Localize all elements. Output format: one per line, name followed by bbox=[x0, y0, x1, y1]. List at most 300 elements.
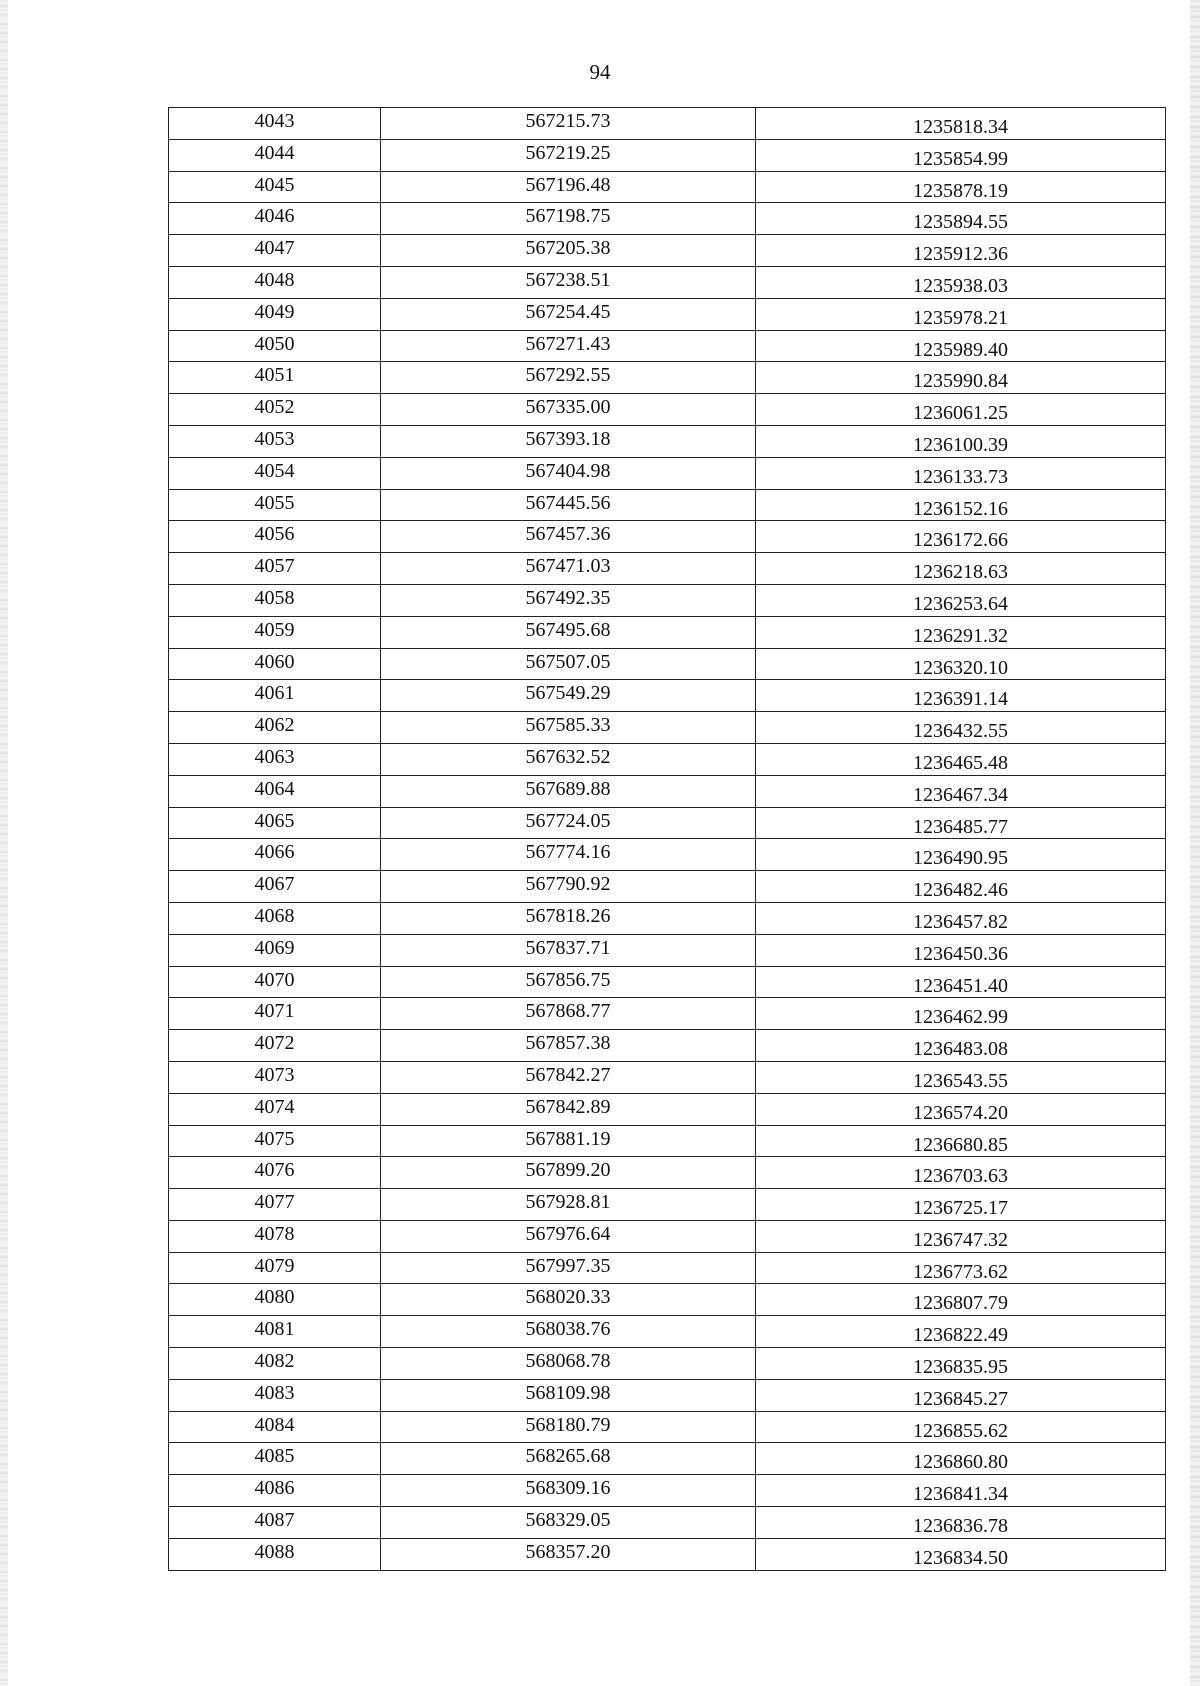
y-coordinate-cell bbox=[756, 934, 1166, 966]
point-number-cell-text: 4060 bbox=[254, 650, 295, 673]
table-row bbox=[169, 1061, 1166, 1093]
table-row bbox=[169, 1507, 1166, 1539]
x-coordinate-cell bbox=[381, 108, 756, 140]
x-coordinate-cell-text: 567445.56 bbox=[525, 491, 611, 514]
y-coordinate-cell bbox=[756, 616, 1166, 648]
x-coordinate-cell bbox=[381, 934, 756, 966]
x-coordinate-cell bbox=[381, 1316, 756, 1348]
x-coordinate-cell-text: 568109.98 bbox=[525, 1381, 611, 1404]
x-coordinate-cell bbox=[381, 1093, 756, 1125]
y-coordinate-cell bbox=[756, 807, 1166, 839]
y-coordinate-cell-text: 1236467.34 bbox=[913, 783, 1008, 806]
table-row bbox=[169, 743, 1166, 775]
point-number-cell bbox=[169, 1379, 381, 1411]
x-coordinate-cell bbox=[381, 1379, 756, 1411]
x-coordinate-cell bbox=[381, 839, 756, 871]
y-coordinate-cell-text: 1236483.08 bbox=[913, 1038, 1008, 1061]
x-coordinate-cell-text: 567842.89 bbox=[525, 1095, 611, 1118]
y-coordinate-cell bbox=[756, 425, 1166, 457]
x-coordinate-cell bbox=[381, 1284, 756, 1316]
coordinate-table-container bbox=[168, 107, 1162, 1571]
y-coordinate-cell-text: 1235912.36 bbox=[913, 243, 1008, 266]
table-row bbox=[169, 1475, 1166, 1507]
point-number-cell-text: 4048 bbox=[254, 268, 295, 291]
table-row bbox=[169, 648, 1166, 680]
table-row bbox=[169, 1284, 1166, 1316]
y-coordinate-cell bbox=[756, 902, 1166, 934]
y-coordinate-cell-text: 1236860.80 bbox=[913, 1451, 1008, 1474]
y-coordinate-cell-text: 1236543.55 bbox=[913, 1069, 1008, 1092]
y-coordinate-cell-text: 1235818.34 bbox=[913, 116, 1008, 138]
y-coordinate-cell bbox=[756, 266, 1166, 298]
y-coordinate-cell bbox=[756, 298, 1166, 330]
point-number-cell-text: 4077 bbox=[254, 1191, 295, 1214]
x-coordinate-cell-text: 567471.03 bbox=[525, 555, 611, 578]
x-coordinate-cell bbox=[381, 966, 756, 998]
x-coordinate-cell-text: 567254.45 bbox=[525, 300, 611, 323]
point-number-cell-text: 4085 bbox=[254, 1445, 295, 1468]
table-row bbox=[169, 203, 1166, 235]
table-row bbox=[169, 712, 1166, 744]
y-coordinate-cell-text: 1236432.55 bbox=[913, 720, 1008, 743]
x-coordinate-cell-text: 567198.75 bbox=[525, 205, 611, 228]
x-coordinate-cell bbox=[381, 266, 756, 298]
point-number-cell-text: 4056 bbox=[254, 523, 295, 546]
point-number-cell-text: 4052 bbox=[254, 396, 295, 419]
point-number-cell bbox=[169, 108, 381, 140]
point-number-cell bbox=[169, 266, 381, 298]
y-coordinate-cell-text: 1236450.36 bbox=[913, 942, 1008, 965]
x-coordinate-cell-text: 567724.05 bbox=[525, 809, 611, 832]
x-coordinate-cell bbox=[381, 139, 756, 171]
x-coordinate-cell bbox=[381, 1538, 756, 1570]
x-coordinate-cell-text: 567899.20 bbox=[525, 1159, 611, 1182]
point-number-cell-text: 4083 bbox=[254, 1381, 295, 1404]
point-number-cell bbox=[169, 934, 381, 966]
table-row bbox=[169, 871, 1166, 903]
point-number-cell-text: 4057 bbox=[254, 555, 295, 578]
x-coordinate-cell-text: 567271.43 bbox=[525, 332, 611, 355]
x-coordinate-cell bbox=[381, 1507, 756, 1539]
point-number-cell bbox=[169, 648, 381, 680]
table-row bbox=[169, 266, 1166, 298]
point-number-cell-text: 4051 bbox=[254, 364, 295, 387]
point-number-cell bbox=[169, 425, 381, 457]
point-number-cell-text: 4075 bbox=[254, 1127, 295, 1150]
x-coordinate-cell bbox=[381, 1030, 756, 1062]
point-number-cell-text: 4063 bbox=[254, 745, 295, 768]
y-coordinate-cell bbox=[756, 1475, 1166, 1507]
point-number-cell bbox=[169, 1507, 381, 1539]
x-coordinate-cell bbox=[381, 1220, 756, 1252]
y-coordinate-cell bbox=[756, 1189, 1166, 1221]
y-coordinate-cell-text: 1236457.82 bbox=[913, 910, 1008, 933]
y-coordinate-cell-text: 1235938.03 bbox=[913, 274, 1008, 297]
table-row bbox=[169, 775, 1166, 807]
point-number-cell bbox=[169, 1093, 381, 1125]
table-row bbox=[169, 807, 1166, 839]
y-coordinate-cell-text: 1236822.49 bbox=[913, 1324, 1008, 1347]
table-row bbox=[169, 457, 1166, 489]
y-coordinate-cell bbox=[756, 394, 1166, 426]
point-number-cell bbox=[169, 871, 381, 903]
point-number-cell bbox=[169, 998, 381, 1030]
y-coordinate-cell-text: 1235978.21 bbox=[913, 306, 1008, 329]
y-coordinate-cell-text: 1236253.64 bbox=[913, 592, 1008, 615]
y-coordinate-cell-text: 1235989.40 bbox=[913, 338, 1008, 361]
x-coordinate-cell-text: 567219.25 bbox=[525, 141, 611, 164]
table-row bbox=[169, 1189, 1166, 1221]
point-number-cell-text: 4064 bbox=[254, 777, 295, 800]
table-row bbox=[169, 902, 1166, 934]
y-coordinate-cell bbox=[756, 108, 1166, 140]
table-row bbox=[169, 839, 1166, 871]
point-number-cell bbox=[169, 553, 381, 585]
point-number-cell-text: 4069 bbox=[254, 936, 295, 959]
table-row bbox=[169, 1348, 1166, 1380]
table-row bbox=[169, 680, 1166, 712]
y-coordinate-cell bbox=[756, 362, 1166, 394]
table-row bbox=[169, 1220, 1166, 1252]
point-number-cell-text: 4050 bbox=[254, 332, 295, 355]
y-coordinate-cell-text: 1236391.14 bbox=[913, 688, 1008, 711]
y-coordinate-cell bbox=[756, 584, 1166, 616]
point-number-cell-text: 4073 bbox=[254, 1063, 295, 1086]
x-coordinate-cell bbox=[381, 680, 756, 712]
table-row bbox=[169, 1316, 1166, 1348]
point-number-cell bbox=[169, 457, 381, 489]
table-row bbox=[169, 1538, 1166, 1570]
y-coordinate-cell bbox=[756, 839, 1166, 871]
y-coordinate-cell-text: 1236841.34 bbox=[913, 1483, 1008, 1506]
table-row bbox=[169, 235, 1166, 267]
y-coordinate-cell bbox=[756, 1220, 1166, 1252]
table-row bbox=[169, 171, 1166, 203]
point-number-cell bbox=[169, 584, 381, 616]
point-number-cell-text: 4054 bbox=[254, 459, 295, 482]
x-coordinate-cell bbox=[381, 616, 756, 648]
x-coordinate-cell bbox=[381, 712, 756, 744]
x-coordinate-cell-text: 568329.05 bbox=[525, 1509, 611, 1532]
point-number-cell-text: 4043 bbox=[254, 110, 295, 132]
x-coordinate-cell bbox=[381, 521, 756, 553]
y-coordinate-cell bbox=[756, 1316, 1166, 1348]
scan-edge-right bbox=[1190, 0, 1200, 1686]
y-coordinate-cell bbox=[756, 775, 1166, 807]
point-number-cell bbox=[169, 235, 381, 267]
page-number bbox=[0, 60, 1200, 85]
x-coordinate-cell-text: 567856.75 bbox=[525, 968, 611, 991]
x-coordinate-cell bbox=[381, 1475, 756, 1507]
table-row bbox=[169, 553, 1166, 585]
y-coordinate-cell bbox=[756, 998, 1166, 1030]
point-number-cell bbox=[169, 1030, 381, 1062]
x-coordinate-cell bbox=[381, 362, 756, 394]
x-coordinate-cell-text: 567404.98 bbox=[525, 459, 611, 482]
point-number-cell-text: 4062 bbox=[254, 714, 295, 737]
table-row bbox=[169, 1125, 1166, 1157]
y-coordinate-cell bbox=[756, 648, 1166, 680]
point-number-cell bbox=[169, 712, 381, 744]
point-number-cell-text: 4072 bbox=[254, 1032, 295, 1055]
point-number-cell-text: 4058 bbox=[254, 586, 295, 609]
x-coordinate-cell-text: 567492.35 bbox=[525, 586, 611, 609]
coordinate-table bbox=[168, 107, 1166, 1571]
y-coordinate-cell-text: 1236747.32 bbox=[913, 1228, 1008, 1251]
table-row bbox=[169, 1411, 1166, 1443]
table-row bbox=[169, 425, 1166, 457]
x-coordinate-cell bbox=[381, 1443, 756, 1475]
x-coordinate-cell-text: 567215.73 bbox=[525, 110, 611, 132]
point-number-cell-text: 4046 bbox=[254, 205, 295, 228]
point-number-cell bbox=[169, 1220, 381, 1252]
point-number-cell bbox=[169, 1061, 381, 1093]
point-number-cell-text: 4088 bbox=[254, 1540, 295, 1563]
point-number-cell-text: 4082 bbox=[254, 1350, 295, 1373]
x-coordinate-cell bbox=[381, 1157, 756, 1189]
point-number-cell bbox=[169, 362, 381, 394]
y-coordinate-cell-text: 1236773.62 bbox=[913, 1260, 1008, 1283]
y-coordinate-cell-text: 1235894.55 bbox=[913, 211, 1008, 234]
point-number-cell-text: 4068 bbox=[254, 904, 295, 927]
point-number-cell bbox=[169, 1125, 381, 1157]
y-coordinate-cell-text: 1236855.62 bbox=[913, 1419, 1008, 1442]
point-number-cell bbox=[169, 616, 381, 648]
point-number-cell bbox=[169, 966, 381, 998]
y-coordinate-cell bbox=[756, 457, 1166, 489]
page-number-text: 94 bbox=[589, 60, 611, 84]
x-coordinate-cell-text: 568180.79 bbox=[525, 1413, 611, 1436]
table-row bbox=[169, 998, 1166, 1030]
y-coordinate-cell-text: 1236835.95 bbox=[913, 1356, 1008, 1379]
table-row bbox=[169, 362, 1166, 394]
x-coordinate-cell-text: 567857.38 bbox=[525, 1032, 611, 1055]
point-number-cell-text: 4061 bbox=[254, 682, 295, 705]
x-coordinate-cell-text: 568265.68 bbox=[525, 1445, 611, 1468]
point-number-cell bbox=[169, 489, 381, 521]
x-coordinate-cell-text: 567632.52 bbox=[525, 745, 611, 768]
table-row bbox=[169, 298, 1166, 330]
x-coordinate-cell bbox=[381, 489, 756, 521]
x-coordinate-cell bbox=[381, 394, 756, 426]
y-coordinate-cell-text: 1236836.78 bbox=[913, 1515, 1008, 1538]
table-row bbox=[169, 394, 1166, 426]
x-coordinate-cell-text: 567196.48 bbox=[525, 173, 611, 196]
y-coordinate-cell-text: 1236133.73 bbox=[913, 465, 1008, 488]
y-coordinate-cell bbox=[756, 743, 1166, 775]
x-coordinate-cell bbox=[381, 298, 756, 330]
y-coordinate-cell bbox=[756, 489, 1166, 521]
x-coordinate-cell bbox=[381, 807, 756, 839]
y-coordinate-cell-text: 1236451.40 bbox=[913, 974, 1008, 997]
point-number-cell bbox=[169, 171, 381, 203]
x-coordinate-cell-text: 567928.81 bbox=[525, 1191, 611, 1214]
x-coordinate-cell-text: 567881.19 bbox=[525, 1127, 611, 1150]
y-coordinate-cell-text: 1236172.66 bbox=[913, 529, 1008, 552]
y-coordinate-cell bbox=[756, 1443, 1166, 1475]
x-coordinate-cell-text: 567818.26 bbox=[525, 904, 611, 927]
point-number-cell-text: 4044 bbox=[254, 141, 295, 164]
point-number-cell-text: 4084 bbox=[254, 1413, 295, 1436]
y-coordinate-cell-text: 1236490.95 bbox=[913, 847, 1008, 870]
point-number-cell-text: 4080 bbox=[254, 1286, 295, 1309]
y-coordinate-cell-text: 1236218.63 bbox=[913, 561, 1008, 584]
y-coordinate-cell bbox=[756, 1252, 1166, 1284]
y-coordinate-cell-text: 1236465.48 bbox=[913, 751, 1008, 774]
x-coordinate-cell bbox=[381, 998, 756, 1030]
y-coordinate-cell bbox=[756, 235, 1166, 267]
x-coordinate-cell-text: 567842.27 bbox=[525, 1063, 611, 1086]
point-number-cell-text: 4086 bbox=[254, 1477, 295, 1500]
y-coordinate-cell-text: 1236703.63 bbox=[913, 1165, 1008, 1188]
point-number-cell bbox=[169, 775, 381, 807]
y-coordinate-cell bbox=[756, 171, 1166, 203]
y-coordinate-cell bbox=[756, 1284, 1166, 1316]
point-number-cell-text: 4079 bbox=[254, 1254, 295, 1277]
point-number-cell-text: 4045 bbox=[254, 173, 295, 196]
x-coordinate-cell bbox=[381, 235, 756, 267]
y-coordinate-cell bbox=[756, 330, 1166, 362]
x-coordinate-cell-text: 567205.38 bbox=[525, 237, 611, 260]
y-coordinate-cell-text: 1236291.32 bbox=[913, 624, 1008, 647]
x-coordinate-cell bbox=[381, 775, 756, 807]
table-row bbox=[169, 489, 1166, 521]
y-coordinate-cell-text: 1236152.16 bbox=[913, 497, 1008, 520]
x-coordinate-cell-text: 568309.16 bbox=[525, 1477, 611, 1500]
point-number-cell bbox=[169, 1316, 381, 1348]
x-coordinate-cell-text: 568038.76 bbox=[525, 1318, 611, 1341]
y-coordinate-cell-text: 1236061.25 bbox=[913, 402, 1008, 425]
point-number-cell-text: 4071 bbox=[254, 1000, 295, 1023]
y-coordinate-cell bbox=[756, 1125, 1166, 1157]
point-number-cell-text: 4055 bbox=[254, 491, 295, 514]
y-coordinate-cell-text: 1236482.46 bbox=[913, 879, 1008, 902]
y-coordinate-cell bbox=[756, 1538, 1166, 1570]
point-number-cell bbox=[169, 680, 381, 712]
point-number-cell-text: 4081 bbox=[254, 1318, 295, 1341]
y-coordinate-cell-text: 1235990.84 bbox=[913, 370, 1008, 393]
x-coordinate-cell-text: 567507.05 bbox=[525, 650, 611, 673]
point-number-cell bbox=[169, 839, 381, 871]
point-number-cell-text: 4070 bbox=[254, 968, 295, 991]
x-coordinate-cell bbox=[381, 584, 756, 616]
x-coordinate-cell bbox=[381, 330, 756, 362]
point-number-cell-text: 4076 bbox=[254, 1159, 295, 1182]
y-coordinate-cell bbox=[756, 139, 1166, 171]
x-coordinate-cell bbox=[381, 648, 756, 680]
y-coordinate-cell-text: 1236320.10 bbox=[913, 656, 1008, 679]
y-coordinate-cell bbox=[756, 1507, 1166, 1539]
x-coordinate-cell-text: 567585.33 bbox=[525, 714, 611, 737]
x-coordinate-cell bbox=[381, 1411, 756, 1443]
table-row bbox=[169, 108, 1166, 140]
y-coordinate-cell bbox=[756, 521, 1166, 553]
point-number-cell bbox=[169, 1252, 381, 1284]
y-coordinate-cell-text: 1235878.19 bbox=[913, 179, 1008, 202]
y-coordinate-cell-text: 1236100.39 bbox=[913, 433, 1008, 456]
coordinate-table-body bbox=[169, 108, 1166, 1571]
y-coordinate-cell-text: 1236834.50 bbox=[913, 1546, 1008, 1569]
point-number-cell-text: 4059 bbox=[254, 618, 295, 641]
table-row bbox=[169, 1157, 1166, 1189]
x-coordinate-cell bbox=[381, 1189, 756, 1221]
x-coordinate-cell-text: 567997.35 bbox=[525, 1254, 611, 1277]
point-number-cell-text: 4065 bbox=[254, 809, 295, 832]
x-coordinate-cell-text: 567976.64 bbox=[525, 1222, 611, 1245]
y-coordinate-cell bbox=[756, 1093, 1166, 1125]
y-coordinate-cell bbox=[756, 553, 1166, 585]
point-number-cell-text: 4067 bbox=[254, 873, 295, 896]
y-coordinate-cell bbox=[756, 203, 1166, 235]
y-coordinate-cell-text: 1235854.99 bbox=[913, 147, 1008, 170]
point-number-cell bbox=[169, 902, 381, 934]
x-coordinate-cell-text: 567335.00 bbox=[525, 396, 611, 419]
point-number-cell-text: 4066 bbox=[254, 841, 295, 864]
point-number-cell bbox=[169, 1157, 381, 1189]
y-coordinate-cell bbox=[756, 871, 1166, 903]
x-coordinate-cell bbox=[381, 871, 756, 903]
table-row bbox=[169, 1030, 1166, 1062]
x-coordinate-cell-text: 567837.71 bbox=[525, 936, 611, 959]
x-coordinate-cell bbox=[381, 1125, 756, 1157]
point-number-cell bbox=[169, 1411, 381, 1443]
point-number-cell-text: 4053 bbox=[254, 427, 295, 450]
table-row bbox=[169, 1443, 1166, 1475]
point-number-cell bbox=[169, 1348, 381, 1380]
x-coordinate-cell bbox=[381, 1061, 756, 1093]
point-number-cell bbox=[169, 1443, 381, 1475]
table-row bbox=[169, 1379, 1166, 1411]
y-coordinate-cell bbox=[756, 966, 1166, 998]
point-number-cell bbox=[169, 139, 381, 171]
point-number-cell bbox=[169, 521, 381, 553]
point-number-cell bbox=[169, 807, 381, 839]
y-coordinate-cell bbox=[756, 1061, 1166, 1093]
point-number-cell bbox=[169, 743, 381, 775]
y-coordinate-cell bbox=[756, 1411, 1166, 1443]
table-row bbox=[169, 330, 1166, 362]
table-row bbox=[169, 521, 1166, 553]
table-row bbox=[169, 1252, 1166, 1284]
point-number-cell bbox=[169, 1538, 381, 1570]
y-coordinate-cell-text: 1236462.99 bbox=[913, 1006, 1008, 1029]
y-coordinate-cell bbox=[756, 712, 1166, 744]
x-coordinate-cell-text: 567495.68 bbox=[525, 618, 611, 641]
y-coordinate-cell-text: 1236680.85 bbox=[913, 1133, 1008, 1156]
table-row bbox=[169, 139, 1166, 171]
point-number-cell-text: 4078 bbox=[254, 1222, 295, 1245]
y-coordinate-cell bbox=[756, 1157, 1166, 1189]
point-number-cell-text: 4087 bbox=[254, 1509, 295, 1532]
point-number-cell bbox=[169, 298, 381, 330]
table-row bbox=[169, 934, 1166, 966]
x-coordinate-cell bbox=[381, 902, 756, 934]
table-row bbox=[169, 584, 1166, 616]
y-coordinate-cell-text: 1236485.77 bbox=[913, 815, 1008, 838]
table-row bbox=[169, 1093, 1166, 1125]
x-coordinate-cell bbox=[381, 553, 756, 585]
point-number-cell bbox=[169, 1189, 381, 1221]
x-coordinate-cell-text: 567393.18 bbox=[525, 427, 611, 450]
x-coordinate-cell-text: 567868.77 bbox=[525, 1000, 611, 1023]
table-row bbox=[169, 616, 1166, 648]
y-coordinate-cell bbox=[756, 1379, 1166, 1411]
table-row bbox=[169, 966, 1166, 998]
x-coordinate-cell bbox=[381, 203, 756, 235]
x-coordinate-cell-text: 568020.33 bbox=[525, 1286, 611, 1309]
point-number-cell bbox=[169, 330, 381, 362]
x-coordinate-cell-text: 567689.88 bbox=[525, 777, 611, 800]
